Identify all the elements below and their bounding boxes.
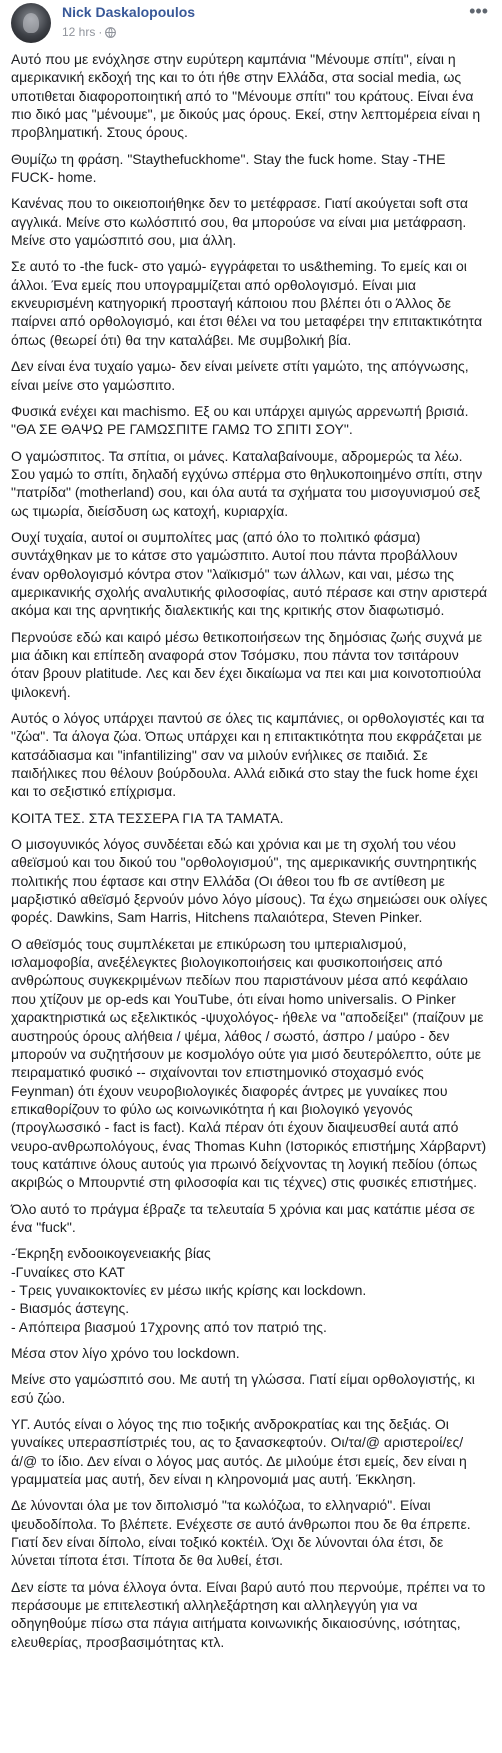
author-name[interactable]: Nick Daskalopoulos (62, 4, 196, 20)
list-item: - Απόπειρα βιασμού 17χρονης από τον πατριό της. (11, 1318, 327, 1335)
post-paragraph: Ο γαμώσπιτος. Τα σπίτια, οι μάνες. Καταλαβαίνουμε, αδρομερώς τα λέω. Σου γαμώ το σπίτι, δηλαδή εγχύνω σπέρμα στο θηλυκοποιημένο σπίτι, στην "πατρίδα" (motherland) σου, και όλα αυτά τα σχήματα του μισογυνισμού σεξ ως τιμωρία, διείσδυση ως κατοχή, κυριαρχία. (11, 447, 483, 519)
avatar-silhouette (23, 13, 39, 33)
post-meta (62, 25, 116, 39)
post-paragraph: Μείνε στο γαμώσπιτό σου. Με αυτή τη γλώσσα. Γιατί είμαι ορθολογιστής, κι εσύ ζώο. (11, 1371, 475, 1406)
list-item: -Γυναίκες στο ΚΑΤ (11, 1263, 125, 1280)
post-paragraph: Δεν είστε τα μόνα έλλογα όντα. Είναι βαρύ αυτό που περνούμε, πρέπει να το περάσουμε με επιτελεστική αλληλεξάρτηση και αλληλεγγύη για να οδηγηθούμε πίσω στα πάγια αιτήματα κοινωνικής δικαιοσύνης, ισότητας, ελευθερίας, προσβασιμότητας κτλ. (11, 1578, 486, 1650)
post-paragraph: Ο αθεϊσμός τους συμπλέκεται με επικύρωση του ιμπεριαλισμού, ισλαμοφοβία, ανεξέλεγκτες βιολογικοποιήσεις και φυσικοποιήσεις από ανθρώπους συγκεκριμένων πεδίων που παριστάνουν μέσα από κεφάλαιο που χτίζουν με op-eds και YouTube, ότι είναι homo universalis. Ο Pinker χαρακτηριστικά ως εξελικτικός -ψυχολόγος- ήθελε να "αποδείξει" (παίζουν με αυστηρούς όρους αλήθεια / ψέμα, λάθος / σωστό, άσπρο / μαύρο - δεν μπορούν να συζητήσουν με κοσμολόγο ούτε για μισό δευτερόλεπτο, ούτε με πειραματικό φυσικό -- σιχαίνονται τον επιστημονικό στοχασμό ενός Feynman) ότι έχουν νευροβιολογικές διαφορές άντρες με γυναίκες που επικαθορίζουν το φύλο ως κοινωνικότητα ή και βιολογικό γεγονός (προγλωσσικό - fact is fact). Καλά πέραν ότι έχουν διαψευσθεί αυτά από νευρο-ανθρωπολόγους, ένας Thomas Kuhn (Ιστορικός επιστήμης Χάρβαρντ) τους κατάπινε όλους αυτούς για πρωινό δείχνοντας τη λογική πεδίου (όπως ακριβώς ο Μπουρντιέ στη φιλοσοφία και τις τέχνες) στις φυσικές επιστήμες. (11, 935, 487, 1191)
post-paragraph: ΚΟΙΤΑ ΤΕΣ. ΣΤΑ ΤΕΣΣΕΡΑ ΓΙΑ ΤΑ ΤΑΜΑΤΑ. (11, 809, 284, 826)
more-options-icon[interactable]: ••• (469, 1, 488, 21)
post-paragraph: Ουχί τυχαία, αυτοί οι συμπολίτες μας (από όλο το πολιτικό φάσμα) συντάχθηκαν με το κάτσε στο γαμώσπιτο. Αυτοί που πάντα προβάλλουν έναν ορθολογισμό κόντρα στον "λαϊκισμό" των άλλων, και ναι, μέσω της αμερικανικής σχολής αναλυτικής φιλοσοφίας, αυτό πέρασε και στην αριστερά ακόμα και της αρνητικής διαλεκτικής και της κριτικής στον διαφωτισμό. (11, 528, 488, 619)
post-paragraph: Μέσα στον λίγο χρόνο του lockdown. (11, 1345, 240, 1361)
post-paragraph: Ο μισογυνικός λόγος συνδέεται εδώ και χρόνια και με τη σχολή του νέου αθεϊσμού και του δικού του "ορθολογισμού", της αμερικανικής συντηρητικής πολιτικής που έφτασε και στην Ελλάδα (Οι άθεοι του fb σε αντίθεση με μαρξιστικό αθεϊσμό ξερνούν μόνο λόγο μίσους). Τα έχω σημειώσει ουκ ολίγες φορές. Dawkins, Sam Harris, Hitchens παλαιότερα, Steven Pinker. (11, 836, 488, 926)
post-paragraph: Δεν είναι ένα τυχαίο γαμω- δεν είναι μείνετε στίτι γαμώτο, της απόγνωσης, είναι μείνε στο γαμώσπιτο. (11, 358, 469, 393)
post-paragraph: Αυτό που με ενόχλησε στην ευρύτερη καμπάνια "Μένουμε σπίτι", είναι η αμερικανική εκδοχή της και το ότι ήθε στην Ελλάδα, στα social media, ως υποτιθεται διαφοροποιητική από το "Μένουμε σπίτι" του κράτους. Είναι ένα πιο δικό μας "μένουμε", με δικούς μας όρους. Εκεί, στην λεπτομέρεια είναι η προβληματική. Στους όρους. (11, 51, 481, 141)
meta-separator: · (98, 25, 103, 39)
post-header (0, 0, 502, 50)
avatar[interactable] (11, 3, 51, 43)
incident-list (11, 1244, 489, 1336)
post-paragraph: Κανένας που το οικειοποιήθηκε δεν το μετέφρασε. Γιατί ακούγεται soft στα αγγλικά. Μείνε στο κωλόσπιτό σου, θα μπορούσε να είναι μια μετάφραση. Μείνε στο γαμώσπιτό σου, μια άλλη. (11, 195, 468, 249)
post-paragraph: Περνούσε εδώ και καιρό μέσω θετικοποιήσεων της δημόσιας ζωής συχνά με μια άδικη και επίπεδη αναφορά στον Τσόμσκυ, που πάντα τον τσιτάρουν όταν βρουν platitude. Λες και δεν έχει δικαίωμα να πει και μια κοινοτοπιούλα ψιλοκενή. (11, 628, 483, 700)
post-paragraph: Όλο αυτό το πράγμα έβραζε τα τελευταία 5 χρόνια και μας κατάπιε μέσα σε ένα "fuck". (11, 1200, 475, 1235)
list-item: - Βιασμός άστεγης. (11, 1300, 130, 1317)
list-item: - Τρεις γυναικοκτονίες εν μέσω ιικής κρίσης και lockdown. (11, 1281, 367, 1298)
post-text (11, 50, 489, 1659)
globe-icon[interactable] (105, 27, 116, 38)
post-time[interactable]: 12 hrs (62, 25, 96, 39)
post-paragraph: Δε λύνονται όλα με τον διπολισμό "τα κωλόζωα, το ελληναριό". Είναι ψευδοδίπολα. Το βλέπετε. Ενέχεστε σε αυτό άνθρωποι που δε θα έπρεπε. Γιατί δεν είναι δίπολο, είναι τοξικό κοκτέιλ. Όχι δε λύνονται όλα έτσι, δε λύνεται τίποτα έτσι. Τίποτα δε θα λυθεί, έτσι. (11, 1497, 471, 1569)
post-paragraph: Φυσικά ενέχει και machismo. Εξ ου και υπάρχει αμιγώς αρρενωπή βρισιά. "ΘΑ ΣΕ ΘΑΨΩ ΡΕ ΓΑΜΩΣΠΙΤΕ ΓΑΜΩ ΤΟ ΣΠΙΤΙ ΣΟΥ". (11, 402, 469, 438)
post-paragraph: Αυτός ο λόγος υπάρχει παντού σε όλες τις καμπάνιες, οι ορθολογιστές και τα "ζώα". Τα άλογα ζώα. Όπως υπάρχει και η επιτακτικότητα που εκφράζεται με κατσάδιασμα και "infantilizing" σαν να μιλούν ενήλικες σε παιδιά. Σε παιδήλικες που θέλουν βούρδουλα. Αλλά ειδικά στο stay the fuck home έχει και το σεξιστικό επίχρισμα. (11, 710, 485, 800)
post-paragraph: Θυμίζω τη φράση. "Staythefuckhome". Stay the fuck home. Stay -THE FUCK- home. (11, 150, 446, 186)
post-paragraph: ΥΓ. Αυτός είναι ο λόγος της πιο τοξικής ανδροκρατίας και της δεξιάς. Οι γυναίκες υπερασπίστριές του, ας το ξανασκεφτούν. Οι/τα/@ αριστεροί/ες/ά/@ το ίδιο. Δεν είναι ο λόγος μας αυτός. Δε μιλούμε έτσι εμείς, δεν είναι η γραμματεία μας αυτή, δεν είναι η κληρονομιά μας αυτή. Έκκληση. (11, 1416, 467, 1488)
list-item: -Έκρηξη ενδοοικογενειακής βίας (11, 1245, 211, 1262)
post-paragraph: Σε αυτό το -the fuck- στο γαμώ- εγγράφεται το us&theming. Το εμείς και οι άλλοι. Ένα εμείς που υπογραμμίζεται από ορθολογισμό. Είναι μια εκνευρισμένη κατηγορική προσταγή κάποιου που βλέπει ότι ο Άλλος δε παίρνει από ορθολογισμό, και έτσι θέλει να του μεταφέρει την επιτακτικότητα όπως (θεωρεί ότι) θα την καταλάβει. Με συμβολική βία. (11, 258, 483, 348)
